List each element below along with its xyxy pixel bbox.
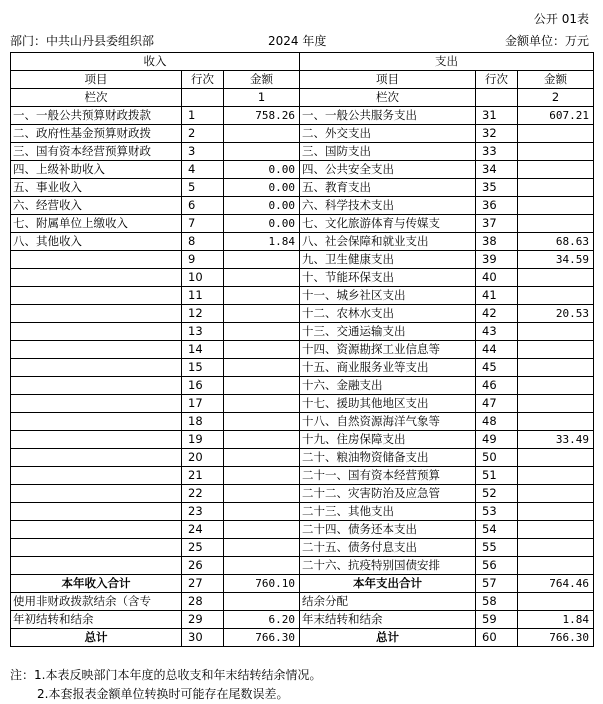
income-total-amount: 760.10 <box>224 575 300 593</box>
income-line-blank <box>182 89 224 107</box>
table-row <box>11 125 594 143</box>
table-row <box>11 503 594 521</box>
table-row <box>11 323 594 341</box>
table-row <box>11 215 594 233</box>
expense-item: 二十四、债务还本支出 <box>300 521 476 539</box>
income-section-title: 收入 <box>11 53 300 71</box>
expense-column-number: 2 <box>518 89 594 107</box>
income-amount: 6.20 <box>224 611 300 629</box>
income-item: 三、国有资本经营预算财政 <box>11 143 182 161</box>
income-item <box>11 503 182 521</box>
table-row <box>11 557 594 575</box>
expense-line: 59 <box>476 611 518 629</box>
expense-item: 二十三、其他支出 <box>300 503 476 521</box>
income-line: 8 <box>182 233 224 251</box>
income-item <box>11 305 182 323</box>
department-label: 部门：中共山丹县委组织部 <box>10 34 155 48</box>
income-line: 17 <box>182 395 224 413</box>
table-row <box>11 305 594 323</box>
expense-item: 二十二、灾害防治及应急管 <box>300 485 476 503</box>
income-column-number: 1 <box>224 89 300 107</box>
expense-line-blank <box>476 89 518 107</box>
expense-line: 47 <box>476 395 518 413</box>
grand-income-amount: 766.30 <box>224 629 300 647</box>
income-total-line: 27 <box>182 575 224 593</box>
table-row <box>11 143 594 161</box>
expense-amount <box>518 125 594 143</box>
expense-line: 54 <box>476 521 518 539</box>
expense-amount <box>518 197 594 215</box>
expense-amount <box>518 377 594 395</box>
income-item: 八、其他收入 <box>11 233 182 251</box>
expense-amount <box>518 215 594 233</box>
table-row <box>11 521 594 539</box>
expense-item: 三、国防支出 <box>300 143 476 161</box>
income-item: 五、事业收入 <box>11 179 182 197</box>
income-item <box>11 323 182 341</box>
expense-item: 十六、金融支出 <box>300 377 476 395</box>
income-amount <box>224 395 300 413</box>
expense-item: 二十一、国有资本经营预算 <box>300 467 476 485</box>
income-item-header: 项目 <box>11 71 182 89</box>
income-amount <box>224 287 300 305</box>
table-row <box>11 161 594 179</box>
expense-amount: 34.59 <box>518 251 594 269</box>
expense-amount <box>518 143 594 161</box>
expense-item: 十九、住房保障支出 <box>300 431 476 449</box>
expense-item: 九、卫生健康支出 <box>300 251 476 269</box>
income-line: 24 <box>182 521 224 539</box>
income-item <box>11 377 182 395</box>
table-row <box>11 467 594 485</box>
income-line: 12 <box>182 305 224 323</box>
expense-item: 十七、援助其他地区支出 <box>300 395 476 413</box>
column-header-row <box>11 71 594 89</box>
expense-item: 二、外交支出 <box>300 125 476 143</box>
income-item <box>11 557 182 575</box>
income-line: 11 <box>182 287 224 305</box>
table-row <box>11 449 594 467</box>
amount-unit: 金额单位：万元 <box>504 34 589 48</box>
expense-line: 51 <box>476 467 518 485</box>
income-amount-header: 金额 <box>224 71 300 89</box>
expense-line: 46 <box>476 377 518 395</box>
income-item <box>11 467 182 485</box>
income-line: 16 <box>182 377 224 395</box>
expense-item: 四、公共安全支出 <box>300 161 476 179</box>
table-row <box>11 287 594 305</box>
expense-category-label: 栏次 <box>300 89 476 107</box>
income-line: 21 <box>182 467 224 485</box>
expense-line: 37 <box>476 215 518 233</box>
expense-amount <box>518 521 594 539</box>
expense-total-label: 本年支出合计 <box>300 575 476 593</box>
expense-line: 31 <box>476 107 518 125</box>
expense-item: 八、社会保障和就业支出 <box>300 233 476 251</box>
income-line: 28 <box>182 593 224 611</box>
table-row <box>11 593 594 611</box>
expense-line: 50 <box>476 449 518 467</box>
expense-line: 36 <box>476 197 518 215</box>
table-row <box>11 485 594 503</box>
expense-item: 二十、粮油物资储备支出 <box>300 449 476 467</box>
expense-item: 十、节能环保支出 <box>300 269 476 287</box>
income-amount <box>224 413 300 431</box>
expense-item-header: 项目 <box>300 71 476 89</box>
expense-amount: 1.84 <box>518 611 594 629</box>
income-amount <box>224 467 300 485</box>
table-row <box>11 197 594 215</box>
expense-line: 48 <box>476 413 518 431</box>
income-item <box>11 251 182 269</box>
expense-line: 38 <box>476 233 518 251</box>
income-line: 13 <box>182 323 224 341</box>
expense-line: 32 <box>476 125 518 143</box>
expense-line: 33 <box>476 143 518 161</box>
expense-line: 53 <box>476 503 518 521</box>
income-item <box>11 449 182 467</box>
income-amount: 0.00 <box>224 161 300 179</box>
income-line: 23 <box>182 503 224 521</box>
income-amount <box>224 323 300 341</box>
income-item <box>11 521 182 539</box>
income-item <box>11 395 182 413</box>
expense-amount <box>518 323 594 341</box>
expense-amount: 68.63 <box>518 233 594 251</box>
income-item: 年初结转和结余 <box>11 611 182 629</box>
table-row <box>11 179 594 197</box>
income-item <box>11 359 182 377</box>
income-amount: 1.84 <box>224 233 300 251</box>
annual-total-row <box>11 575 594 593</box>
table-row <box>11 107 594 125</box>
expense-item: 结余分配 <box>300 593 476 611</box>
expense-amount <box>518 269 594 287</box>
expense-item: 六、科学技术支出 <box>300 197 476 215</box>
expense-line: 45 <box>476 359 518 377</box>
expense-item: 二十六、抗疫特别国债安排 <box>300 557 476 575</box>
income-amount <box>224 305 300 323</box>
expense-amount: 20.53 <box>518 305 594 323</box>
expense-item: 七、文化旅游体育与传媒支 <box>300 215 476 233</box>
expense-line: 35 <box>476 179 518 197</box>
income-amount: 0.00 <box>224 215 300 233</box>
expense-amount <box>518 395 594 413</box>
income-amount <box>224 485 300 503</box>
income-amount: 758.26 <box>224 107 300 125</box>
expense-amount <box>518 161 594 179</box>
income-amount <box>224 539 300 557</box>
income-amount <box>224 377 300 395</box>
footnote-1: 注：1.本表反映部门本年度的总收支和年末结转结余情况。 <box>10 668 322 682</box>
expense-item: 十五、商业服务业等支出 <box>300 359 476 377</box>
expense-item: 二十五、债务付息支出 <box>300 539 476 557</box>
section-header-row <box>11 53 594 71</box>
grand-income-line: 30 <box>182 629 224 647</box>
income-line: 5 <box>182 179 224 197</box>
income-line: 20 <box>182 449 224 467</box>
income-amount <box>224 125 300 143</box>
expense-line: 40 <box>476 269 518 287</box>
table-row <box>11 539 594 557</box>
expense-amount <box>518 413 594 431</box>
income-line: 4 <box>182 161 224 179</box>
expense-line: 56 <box>476 557 518 575</box>
income-category-label: 栏次 <box>11 89 182 107</box>
expense-amount <box>518 539 594 557</box>
table-row <box>11 431 594 449</box>
income-amount <box>224 143 300 161</box>
expense-amount <box>518 467 594 485</box>
income-line: 3 <box>182 143 224 161</box>
income-line: 29 <box>182 611 224 629</box>
income-line: 26 <box>182 557 224 575</box>
report-year: 2024 年度 <box>268 34 327 48</box>
expense-amount <box>518 485 594 503</box>
footnotes <box>10 666 321 704</box>
income-item: 二、政府性基金预算财政拨 <box>11 125 182 143</box>
income-amount <box>224 593 300 611</box>
income-amount <box>224 449 300 467</box>
income-line: 19 <box>182 431 224 449</box>
expense-section-title: 支出 <box>300 53 594 71</box>
income-item <box>11 269 182 287</box>
income-line: 10 <box>182 269 224 287</box>
expense-total-line: 57 <box>476 575 518 593</box>
grand-total-row <box>11 629 594 647</box>
expense-amount <box>518 557 594 575</box>
table-row <box>11 269 594 287</box>
income-amount <box>224 557 300 575</box>
expense-line: 52 <box>476 485 518 503</box>
expense-amount-header: 金额 <box>518 71 594 89</box>
table-row <box>11 395 594 413</box>
expense-item: 十一、城乡社区支出 <box>300 287 476 305</box>
income-amount <box>224 359 300 377</box>
table-row <box>11 233 594 251</box>
expense-line: 49 <box>476 431 518 449</box>
grand-expense-line: 60 <box>476 629 518 647</box>
grand-expense-amount: 766.30 <box>518 629 594 647</box>
income-item <box>11 287 182 305</box>
expense-amount <box>518 449 594 467</box>
expense-amount <box>518 503 594 521</box>
budget-summary-table <box>10 52 594 647</box>
column-number-row <box>11 89 594 107</box>
expense-line: 58 <box>476 593 518 611</box>
income-amount <box>224 269 300 287</box>
expense-item: 十八、自然资源海洋气象等 <box>300 413 476 431</box>
income-amount <box>224 341 300 359</box>
table-row <box>11 611 594 629</box>
expense-amount <box>518 179 594 197</box>
income-item <box>11 539 182 557</box>
expense-line: 34 <box>476 161 518 179</box>
table-row <box>11 413 594 431</box>
grand-expense-label: 总计 <box>300 629 476 647</box>
income-item <box>11 413 182 431</box>
income-line: 18 <box>182 413 224 431</box>
expense-item: 十三、交通运输支出 <box>300 323 476 341</box>
expense-line: 43 <box>476 323 518 341</box>
expense-amount <box>518 341 594 359</box>
footnote-2: 2.本套报表金额单位转换时可能存在尾数误差。 <box>37 687 289 701</box>
income-amount: 0.00 <box>224 179 300 197</box>
expense-line: 44 <box>476 341 518 359</box>
table-row <box>11 377 594 395</box>
expense-amount <box>518 287 594 305</box>
form-code: 公开 01表 <box>533 12 589 26</box>
table-row <box>11 341 594 359</box>
expense-item: 一、一般公共服务支出 <box>300 107 476 125</box>
income-line-header: 行次 <box>182 71 224 89</box>
income-line: 14 <box>182 341 224 359</box>
income-amount <box>224 431 300 449</box>
income-line: 15 <box>182 359 224 377</box>
income-line: 9 <box>182 251 224 269</box>
expense-line: 55 <box>476 539 518 557</box>
expense-amount <box>518 359 594 377</box>
income-item: 六、经营收入 <box>11 197 182 215</box>
income-line: 7 <box>182 215 224 233</box>
expense-line: 42 <box>476 305 518 323</box>
income-amount <box>224 251 300 269</box>
income-item <box>11 341 182 359</box>
grand-total-label: 总计 <box>11 629 182 647</box>
expense-amount: 33.49 <box>518 431 594 449</box>
expense-line: 39 <box>476 251 518 269</box>
income-item: 四、上级补助收入 <box>11 161 182 179</box>
income-line: 6 <box>182 197 224 215</box>
income-total-label: 本年收入合计 <box>11 575 182 593</box>
expense-amount <box>518 593 594 611</box>
income-item: 使用非财政拨款结余（含专 <box>11 593 182 611</box>
income-amount: 0.00 <box>224 197 300 215</box>
expense-item: 十二、农林水支出 <box>300 305 476 323</box>
income-item: 一、一般公共预算财政拨款 <box>11 107 182 125</box>
income-amount <box>224 503 300 521</box>
income-line: 1 <box>182 107 224 125</box>
expense-amount: 607.21 <box>518 107 594 125</box>
table-row <box>11 251 594 269</box>
expense-line: 41 <box>476 287 518 305</box>
expense-line-header: 行次 <box>476 71 518 89</box>
expense-item: 五、教育支出 <box>300 179 476 197</box>
expense-item: 十四、资源勘探工业信息等 <box>300 341 476 359</box>
income-line: 25 <box>182 539 224 557</box>
income-amount <box>224 521 300 539</box>
expense-total-amount: 764.46 <box>518 575 594 593</box>
income-item <box>11 485 182 503</box>
expense-item: 年末结转和结余 <box>300 611 476 629</box>
income-line: 2 <box>182 125 224 143</box>
table-row <box>11 359 594 377</box>
income-item: 七、附属单位上缴收入 <box>11 215 182 233</box>
income-line: 22 <box>182 485 224 503</box>
income-item <box>11 431 182 449</box>
